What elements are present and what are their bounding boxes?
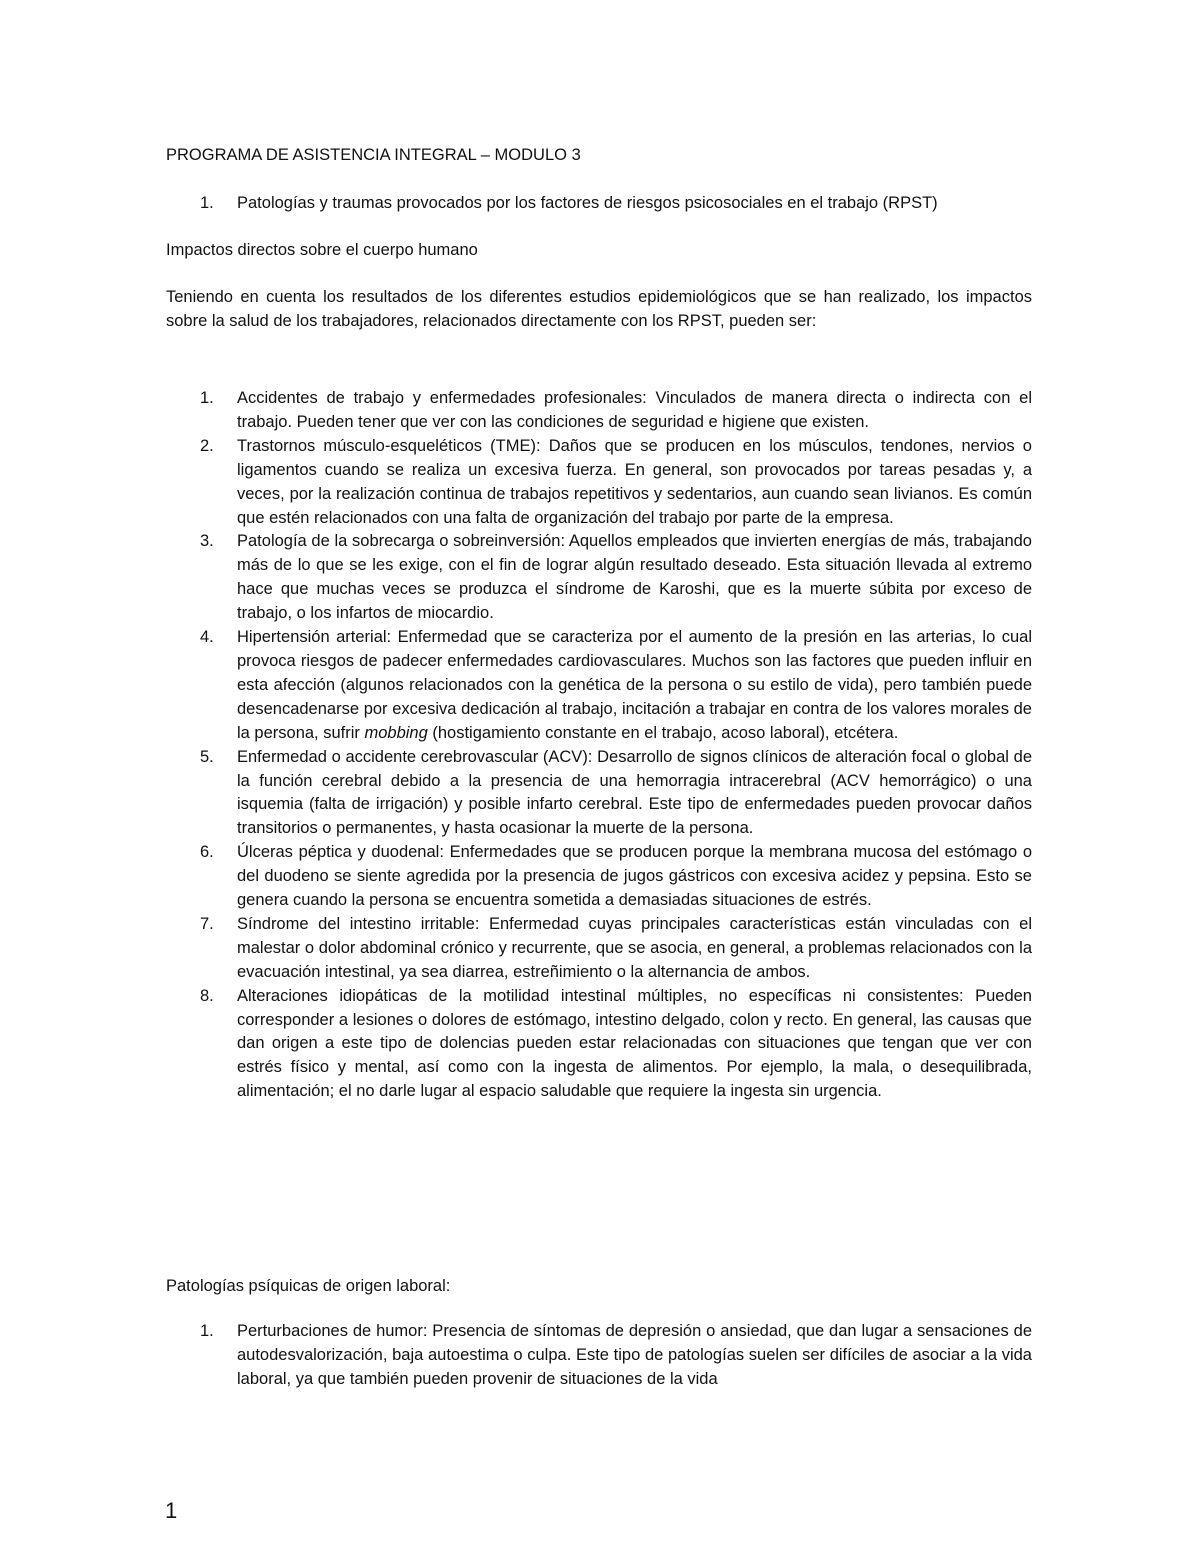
- section-title: Patologías y traumas provocados por los factores de riesgos psicosociales en el trabajo (RPST): [237, 194, 938, 212]
- item-text: Vinculados de manera directa o indirecta con el trabajo. Pueden tener que ver con las condiciones de seguridad e higiene que existen.: [237, 389, 1033, 431]
- item-term: Úlceras péptica y duodenal:: [237, 843, 444, 862]
- item-term: Enfermedad o accidente cerebrovascular (ACV):: [237, 747, 593, 766]
- page-number: 1: [165, 1498, 178, 1523]
- document-title: PROGRAMA DE ASISTENCIA INTEGRAL – MODULO 3: [166, 146, 581, 164]
- item-text: Aquellos empleados que invierten energías de más, trabajando más de lo que se les exige, con el fin de lograr algún resultado deseado. Esta situación llevada al extremo hace que muchas veces se produzca el síndrome de Karoshi, que es la muerte súbita por exceso de trabajo, o los infartos de miocardio.: [237, 532, 1032, 623]
- item-term: Trastornos músculo-esqueléticos (TME):: [237, 436, 541, 455]
- item-number: 4.: [200, 628, 214, 647]
- item-text-continued: (hostigamiento constante en el trabajo, acoso laboral), etcétera.: [427, 723, 899, 742]
- item-term: Perturbaciones de humor:: [237, 1322, 428, 1340]
- impacts-list: [166, 387, 1032, 1104]
- item-number: 5.: [200, 747, 214, 766]
- item-text: Enfermedad que se caracteriza por el aumento de la presión en las arterias, lo cual provoca riesgos de padecer enfermedades cardiovasculares. Muchos son las factores que pueden influir en esta afección (algunos relacionados con la genética de la persona o su estilo de vida), pero también puede desencadenarse por excesiva dedicación al trabajo, incitación a trabajar en contra de los valores morales de la persona, sufrir: [237, 628, 1032, 742]
- item-text: Presencia de síntomas de depresión o ansiedad, que dan lugar a sensaciones de autodesvalorización, baja autoestima o culpa. Este tipo de patologías suelen ser difíciles de asociar a la vida laboral, ya que también pueden provenir de situaciones de la vida: [237, 1322, 1032, 1388]
- list-item: [166, 985, 1032, 1105]
- item-text: Daños que se producen en los músculos, tendones, nervios o ligamentos cuando se realiza un excesiva fuerza. En general, son provocados por tareas pesadas y, a veces, por la realización continua de trabajos repetitivos y sedentarios, aun cuando sean livianos. Es común que estén relacionados con una falta de organización del trabajo por parte de la empresa.: [237, 436, 1032, 527]
- item-text: Enfermedades que se producen porque la membrana mucosa del estómago o del duodeno se siente agredida por la presencia de jugos gástricos con excesiva acidez y pepsina. Esto se genera cuando la persona se encuentra sometida a demasiadas situaciones de estrés.: [237, 843, 1032, 910]
- list-item: [166, 1320, 1032, 1392]
- list-item: [166, 913, 1032, 985]
- item-number: 1.: [200, 1322, 214, 1340]
- psychic-list: [166, 1320, 1032, 1392]
- item-number: 3.: [200, 532, 214, 551]
- item-number: 2.: [200, 436, 214, 455]
- intro-paragraph: Teniendo en cuenta los resultados de los diferentes estudios epidemiológicos que se han realizado, los impactos sobre la salud de los trabajadores, relacionados directamente con los RPST, pueden ser:: [166, 288, 1032, 330]
- list-item: [166, 435, 1032, 531]
- item-term: Patología de la sobrecarga o sobreinversión:: [237, 532, 566, 551]
- item-number: 1.: [200, 389, 214, 407]
- item-number: 7.: [200, 914, 214, 933]
- list-item: [166, 387, 1032, 435]
- item-number: 6.: [200, 843, 214, 862]
- item-term: Hipertensión arterial:: [237, 628, 392, 647]
- subheading-psychic-pathologies: Patologías psíquicas de origen laboral:: [166, 1277, 451, 1295]
- section-heading: [200, 191, 938, 215]
- item-text: Enfermedad cuyas principales características están vinculadas con el malestar o dolor abdominal crónico y recurrente, que se asocia, en general, a problemas relacionados con la evacuación intestinal, ya sea diarrea, estreñimiento o la alternancia de ambos.: [237, 914, 1032, 981]
- item-italic-term: mobbing: [364, 723, 428, 742]
- item-term: Accidentes de trabajo y enfermedades profesionales:: [237, 389, 647, 407]
- list-item: [166, 841, 1032, 913]
- section-number: 1.: [200, 194, 214, 212]
- item-number: 8.: [200, 986, 214, 1005]
- item-term: Síndrome del intestino irritable:: [237, 914, 480, 933]
- list-item: [166, 746, 1032, 842]
- item-text: Pueden corresponder a lesiones o dolores de estómago, intestino delgado, colon y recto. En general, las causas que dan origen a este tipo de dolencias pueden estar relacionadas con situaciones que tengan que ver con estrés físico y mental, así como con la ingesta de alimentos. Por ejemplo, la mala, o desequilibrada, alimentación; el no darle lugar al espacio saludable que requiere la ingesta sin urgencia.: [237, 986, 1032, 1101]
- item-term: Alteraciones idiopáticas de la motilidad intestinal múltiples, no específicas ni consistentes:: [237, 986, 964, 1005]
- list-item: [166, 626, 1032, 746]
- list-item: [166, 530, 1032, 626]
- subheading-direct-impacts: Impactos directos sobre el cuerpo humano: [166, 241, 478, 259]
- item-text: Desarrollo de signos clínicos de alteración focal o global de la función cerebral debido a la presencia de una hemorragia intracerebral (ACV hemorrágico) o una isquemia (falta de irrigación) y posible infarto cerebral. Este tipo de enfermedades pueden provocar daños transitorios o permanentes, y hasta ocasionar la muerte de la persona.: [237, 747, 1033, 838]
